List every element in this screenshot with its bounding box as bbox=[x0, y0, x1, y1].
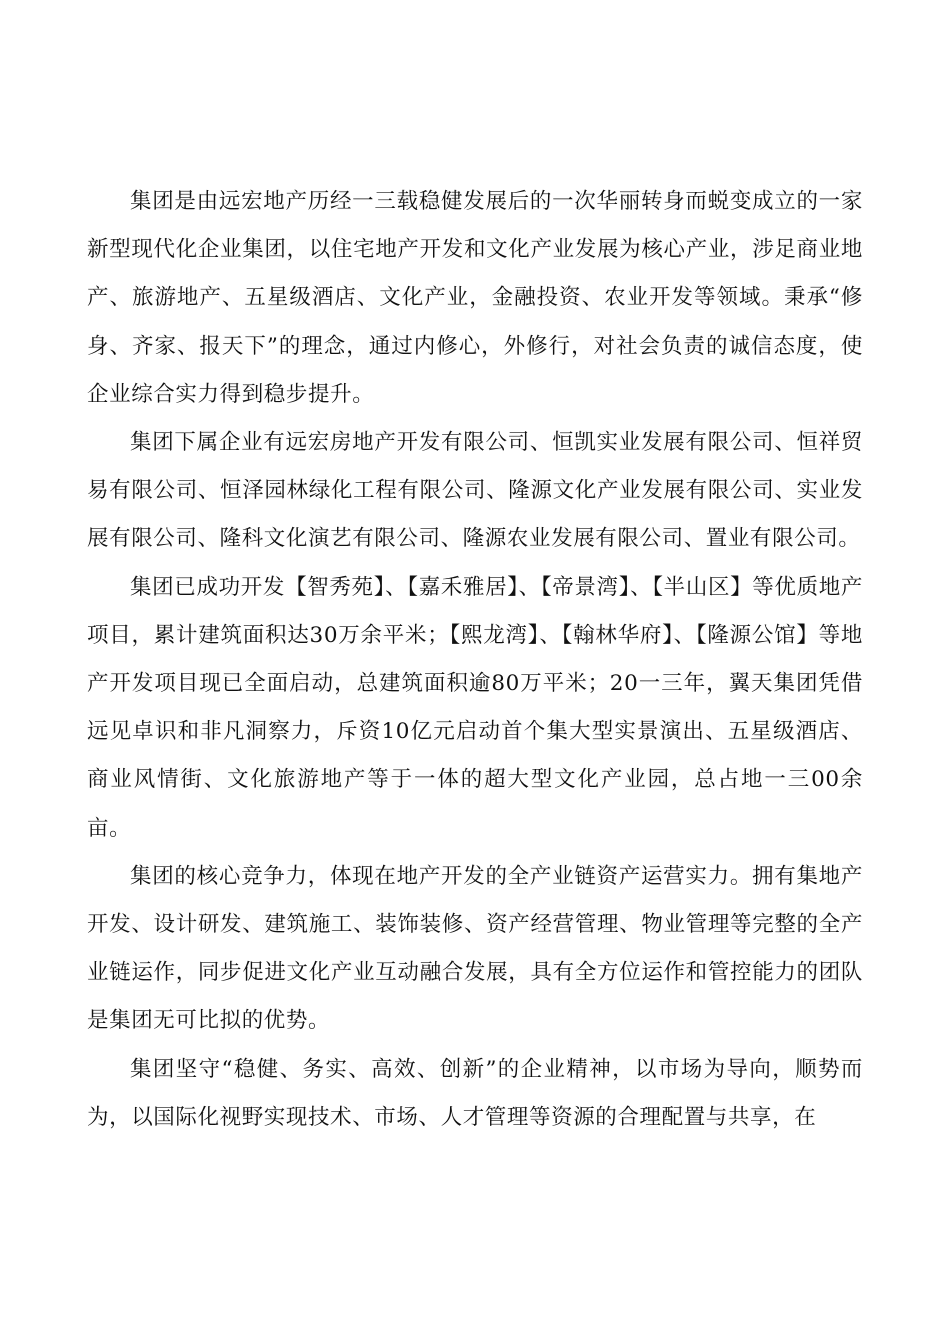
paragraph-group-intro: 集团是由远宏地产历经一三载稳健发展后的一次华丽转身而蜕变成立的一家新型现代化企业集团，以住宅地产开发和文化产业发展为核心产业，涉足商业地产、旅游地产、五星级酒店、文化产业，金融投资、农业开发等领域。秉承“修身、齐家、报天下”的理念，通过内修心，外修行，对社会负责的诚信态度，使企业综合实力得到稳步提升。 bbox=[87, 189, 863, 407]
paragraph-projects: 集团已成功开发【智秀苑】、【嘉禾雅居】、【帝景湾】、【半山区】等优质地产项目，累计建筑面积达30万余平米；【熙龙湾】、【翰林华府】、【隆源公馆】等地产开发项目现已全面启动，总建筑面积逾80万平米；20一三年，翼天集团凭借远见卓识和非凡洞察力，斥资10亿元启动首个集大型实景演出、五星级酒店、商业风情街、文化旅游地产等于一体的超大型文化产业园，总占地一三00余亩。 bbox=[87, 574, 863, 841]
document-body bbox=[87, 178, 863, 1142]
paragraph-core-competitiveness: 集团的核心竞争力，体现在地产开发的全产业链资产运营实力。拥有集地产开发、设计研发、建筑施工、装饰装修、资产经营管理、物业管理等完整的全产业链运作，同步促进文化产业互动融合发展，具有全方位运作和管控能力的团队是集团无可比拟的优势。 bbox=[87, 863, 863, 1034]
paragraph-enterprise-spirit: 集团坚守“稳健、务实、高效、创新”的企业精神，以市场为导向，顺势而为，以国际化视野实现技术、市场、人才管理等资源的合理配置与共享，在 bbox=[87, 1056, 863, 1130]
paragraph-subsidiaries: 集团下属企业有远宏房地产开发有限公司、恒凯实业发展有限公司、恒祥贸易有限公司、恒泽园林绿化工程有限公司、隆源文化产业发展有限公司、实业发展有限公司、隆科文化演艺有限公司、隆源农业发展有限公司、置业有限公司。 bbox=[87, 430, 863, 552]
